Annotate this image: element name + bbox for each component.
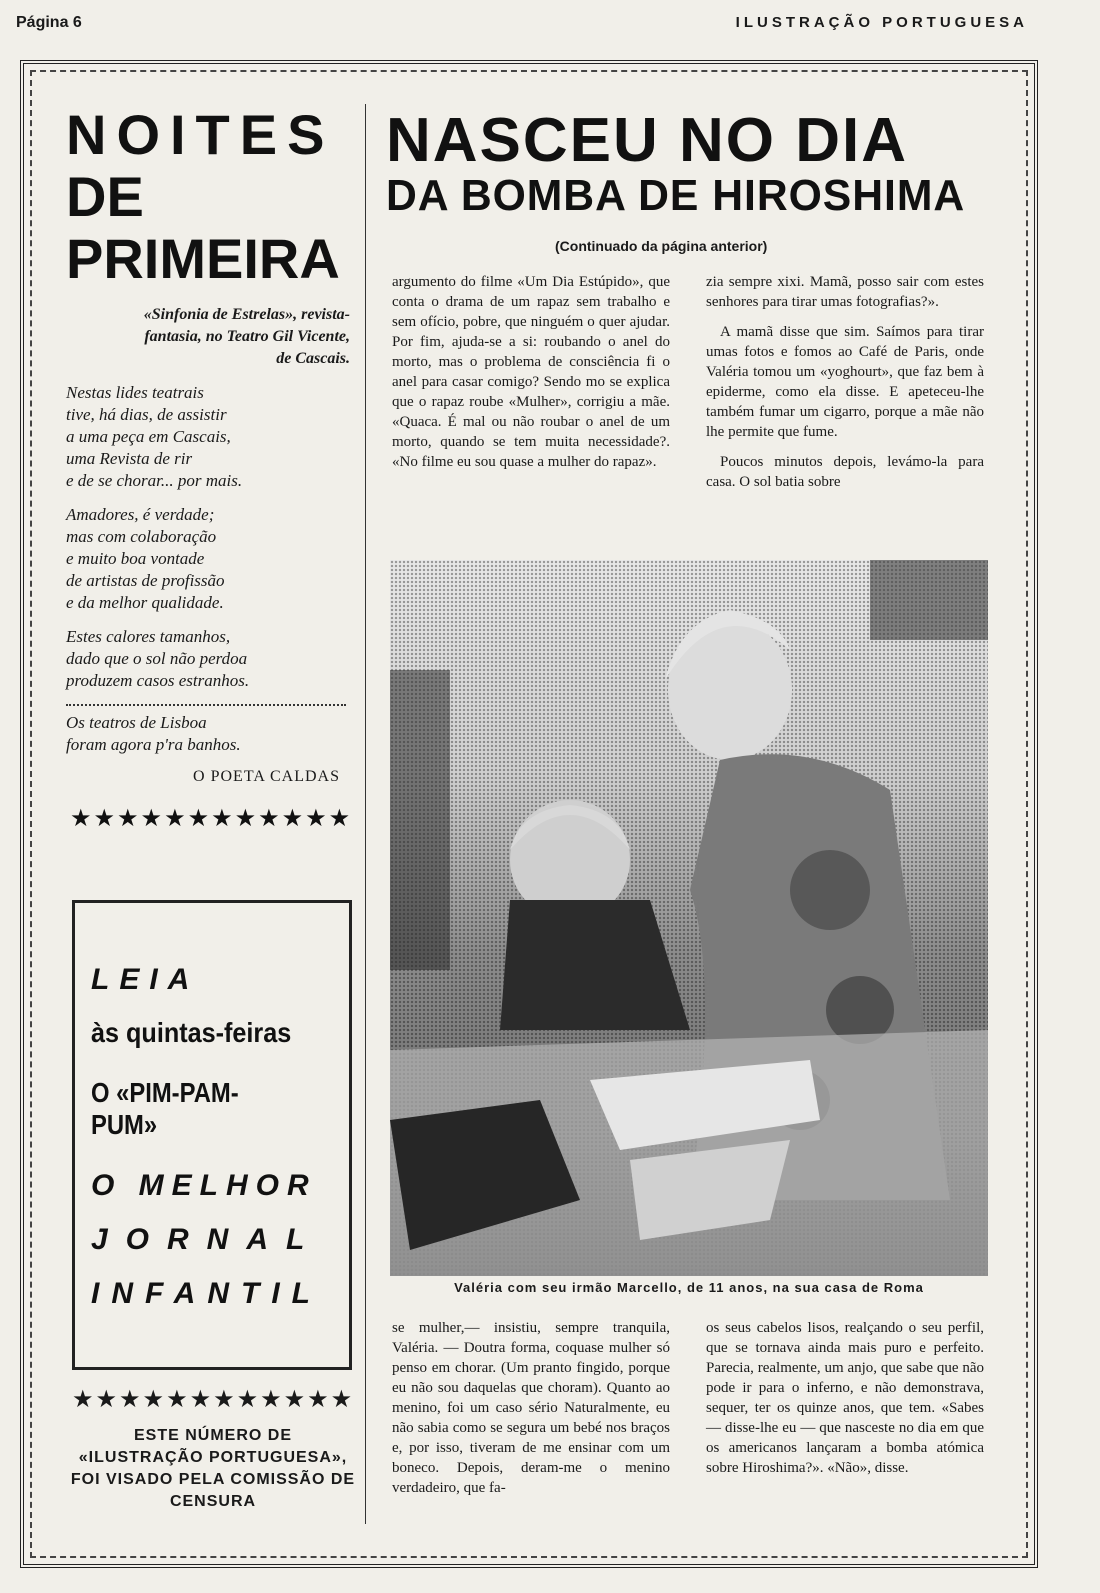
poem-line: Nestas lides teatrais [66, 383, 204, 402]
poem-stanza [66, 626, 350, 692]
poem-author: O POETA CALDAS [193, 768, 340, 785]
star-divider: ★★★★★★★★★★★★ [70, 806, 353, 832]
article-paragraph: argumento do filme «Um Dia Estúpido», que conta o drama de um rapaz sem trabalho e sem ofício, pobre, que ninguém o quer ajudar. Por fim, ajuda-se a si: roubando o anel do morto, mas o problema de consciência fi o anel para casar comigo? Sendo mo se explica que o rapaz roube «Mulher», corrigiu a mãe. «Quaca. É mal ou não roubar o anel de um morto, quando se tem muita necessidade?. «No filme eu sou quase a mulher do rapaz». [392, 274, 670, 470]
poem-line: e da melhor qualidade. [66, 593, 224, 612]
sidebar-article [66, 103, 353, 847]
dotted-divider [66, 704, 346, 706]
sidebar-subtitle: «Sinfonia de Estrelas», revista-fantasia, no Teatro Gil Vicente, de Cascais. [143, 306, 350, 367]
poem-stanza [66, 382, 350, 492]
page-number: Página 6 [16, 14, 82, 31]
photo-illustration [390, 560, 988, 1276]
photo-valeria-marcello [390, 560, 988, 1276]
poem-stanza [66, 504, 350, 614]
ad-leia: LEIA [91, 963, 200, 996]
sidebar-title-line: PRIMEIRA [66, 227, 340, 290]
poem-line: Estes calores tamanhos, [66, 627, 231, 646]
poem-line: Amadores, é verdade; [66, 505, 215, 524]
poem-line: mas com colaboração [66, 527, 217, 546]
poem-line: e de se chorar... por mais. [66, 471, 243, 490]
article-column-3 [392, 1318, 670, 1508]
sidebar-title-line: DE [66, 165, 144, 228]
poem-line: tive, há dias, de assistir [66, 405, 227, 424]
poem-line: de artistas de profissão [66, 571, 225, 590]
poem-line: Os teatros de Lisboa [66, 713, 207, 732]
sidebar-title-line: NOITES [66, 103, 335, 166]
poem-line: uma Revista de rir [66, 449, 193, 468]
article-paragraph: Poucos minutos depois, levámo-la para casa. O sol batia sobre [706, 454, 984, 490]
sidebar-title [66, 104, 350, 290]
headline-main: NASCEU NO DIA [386, 106, 909, 175]
poem-line: a uma peça em Cascais, [66, 427, 231, 446]
star-divider-bottom: ★★★★★★★★★★★★ [72, 1387, 355, 1413]
poem [66, 382, 350, 756]
article-paragraph: os seus cabelos lisos, realçando o seu perfil, que se tornava ainda mais puro e perfeito. Parecia, realmente, um anjo, que sabe que não pode ir para o inferno, e não demonstrava, sequer, ter os quinze anos, que tem. «Sabes — disse-lhe eu — que nasceste no dia em que os americanos lançaram a bomba atómica sobre Hiroshima?». «Não», disse. [706, 1320, 984, 1476]
poem-line: dado que o sol não perdoa [66, 649, 248, 668]
headline-sub: DA BOMBA DE HIROSHIMA [386, 171, 966, 220]
continued-note: (Continuado da página anterior) [555, 238, 768, 254]
ad-melhor: O MELHOR [91, 1169, 317, 1202]
ad-jornal: JORNAL [91, 1223, 323, 1256]
column-rule [365, 104, 366, 1524]
article-paragraph: se mulher,— insistiu, sempre tranquila, Valéria. — Doutra forma, coquase mulher só penso em chorar. (Um pranto fingido, porque eu não sou daquelas que choram). Quanto ao menino, foi um caso sério Naturalmente, eu não sabia como se segura um bebé nos braços e, por isso, tiveram de me ensinar com um boneco. Depois, deram-me o menino verdadeiro, que fa- [392, 1320, 670, 1496]
poem-line: e muito boa vontade [66, 549, 205, 568]
article-column-2 [706, 272, 984, 502]
article-column-1 [392, 272, 670, 482]
photo-caption: Valéria com seu irmão Marcello, de 11 anos, na sua casa de Roma [454, 1280, 924, 1295]
pim-pam-pum-ad [72, 900, 352, 1370]
poem-stanza [66, 712, 350, 756]
ad-infantil: INFANTIL [91, 1277, 322, 1310]
article-paragraph: zia sempre xixi. Mamã, posso sair com estes senhores para tirar umas fotografias?». [706, 274, 984, 310]
article-column-4 [706, 1318, 984, 1488]
article-paragraph: A mamã disse que sim. Saímos para tirar umas fotos e fomos ao Café de Paris, onde Valéria tomou um «yoghourt», que faz bem à epiderme, como ela disse. E apeteceu-lhe também fumar um cigarro, porque a mãe não lhe permite que fume. [706, 324, 984, 440]
poem-line: produzem casos estranhos. [66, 671, 250, 690]
ad-quintas: às quintas-feiras [91, 1017, 292, 1048]
censorship-note: ESTE NÚMERO DE «ILUSTRAÇÃO PORTUGUESA», FOI VISADO PELA COMISSÃO DE CENSURA [70, 1427, 356, 1510]
ad-title: O «PIM-PAM-PUM» [91, 1077, 239, 1140]
magazine-name: ILUSTRAÇÃO PORTUGUESA [735, 14, 1028, 31]
poem-line: foram agora p'ra banhos. [66, 735, 241, 754]
